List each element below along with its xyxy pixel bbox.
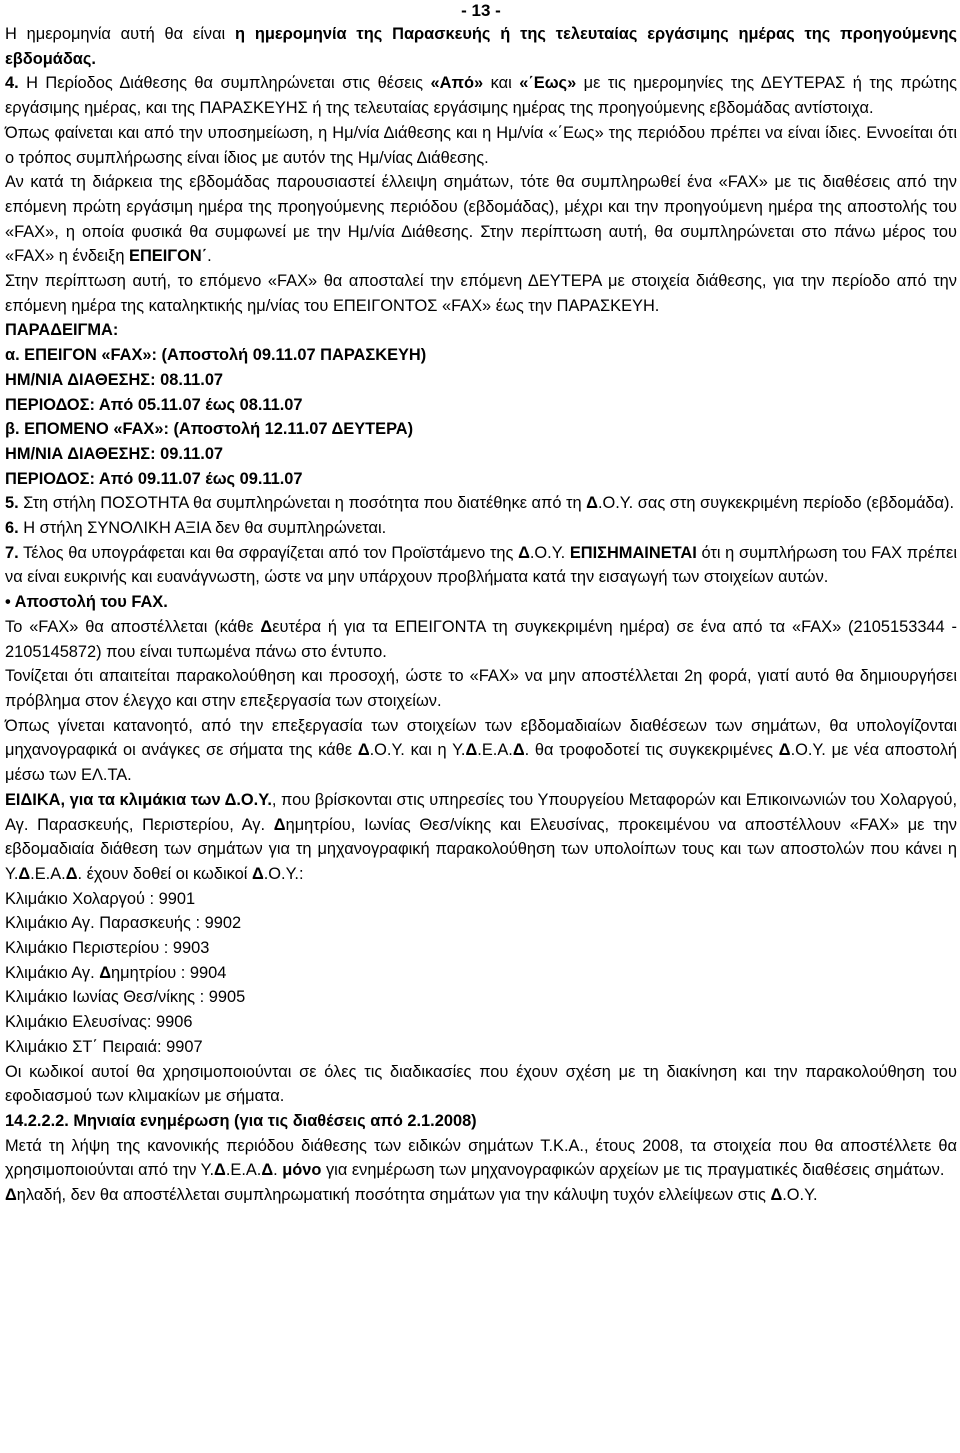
bold-text-run: ΗΜ/ΝΙΑ ΔΙΑΘΕΣΗΣ: 09.11.07 (5, 444, 224, 463)
text-run: . (273, 1161, 283, 1180)
paragraph (5, 417, 957, 442)
text-run: Όπως γίνεται κατανοητό, από την επεξεργασία των στοιχείων των εβδομαδιαίων διαθέσεων των σημάτων, θα υπολογίζονται μηχανογραφικά οι ανάγκες σε σήματα της κάθε (5, 716, 957, 760)
paragraph (5, 393, 957, 418)
bold-text-run: Δ (518, 543, 530, 562)
text-run: . θα τροφοδοτεί τις συγκεκριμένες (524, 741, 779, 760)
paragraph (5, 985, 957, 1010)
text-run: .Ο.Υ. με νέα αποστολή μέσω των ΕΛ.ΤΑ. (5, 741, 958, 785)
bold-text-run: ΗΜ/ΝΙΑ ΔΙΑΘΕΣΗΣ: 08.11.07 (5, 370, 224, 389)
text-run: Το «FAX» θα αποστέλλεται (κάθε (5, 617, 261, 636)
paragraph (5, 541, 957, 590)
bold-text-run: • Αποστολή του FAX. (5, 593, 168, 612)
bold-text-run: Δ (273, 815, 286, 834)
bold-text-run: Δ (260, 617, 273, 636)
paragraph (5, 22, 957, 71)
bold-text-run: ΠΑΡΑΔΕΙΓΜΑ: (5, 321, 119, 340)
text-run: Κλιμάκιο Χολαργού : 9901 (5, 889, 196, 908)
paragraph (5, 442, 957, 467)
text-run: Όπως φαίνεται και από την υποσημείωση, η Ημ/νία Διάθεσης και η Ημ/νία «΄Εως» της περιόδου πρέπει να είναι ίδιες. Εννοείται ότι ο τρόπος συμπλήρωσης είναι ίδιος με αυτόν της Ημ/νίας Διάθεσης. (5, 123, 957, 167)
paragraph (5, 1134, 957, 1183)
text-run: Στην περίπτωση αυτή, το επόμενο «FAX» θα αποσταλεί την επόμενη (5, 272, 528, 291)
text-run: με τις ημερομηνίες της ΔΕΥΤΕΡΑΣ ή της πρώτης εργάσιμης ημέρας, και της ΠΑΡΑΣΚΕΥΗΣ ή της τελευταίας εργάσιμης ημέρας της προηγούμενης εβδομάδας αντίστοιχα. (5, 74, 957, 118)
paragraph (5, 887, 957, 912)
bold-text-run: Δ (261, 1161, 274, 1180)
text-run: Αν κατά τη διάρκεια της εβδομάδας παρουσιαστεί έλλειψη σημάτων, τότε θα συμπληρωθεί ένα «FAX» με τις διαθέσεις από την επόμενη πρώτη εργάσιμη ημέρα της προηγούμενης περιόδου (εβδομάδας), μέχρι και την προηγούμενη ημέρα της αποστολής του «FAX», η οποία φυσικά θα συμφωνεί με την Ημ/νία Διάθεσης. Στην περίπτωση αυτή, θα συμπληρώνεται στο πάνω μέρος του «FAX» η ένδειξη (5, 173, 957, 266)
paragraph (5, 1060, 957, 1109)
text-run: Τέλος θα υπογράφεται και θα σφραγίζεται από τον Προϊστάμενο της (18, 543, 519, 562)
text-run: Στη στήλη ΠΟΣΟΤΗΤΑ θα συμπληρώνεται η ποσότητα που διατέθηκε από τη (18, 494, 587, 513)
bold-text-run: 7. (5, 543, 19, 562)
paragraph (5, 1183, 957, 1208)
text-run: ημητρίου, Ιωνίας Θεσ/νίκης και Ελευσίνας, προκειμένου να αποστέλλουν «FAX» με την εβδομαδιαία διάθεση των σημάτων για τη μηχανογραφική παρακολούθηση των υπολοίπων τους και των αποστολών που κάνει η Υ. (5, 815, 958, 883)
paragraph (5, 936, 957, 961)
bold-text-run: Δ (465, 741, 478, 760)
paragraph (5, 590, 957, 615)
paragraph (5, 71, 957, 120)
paragraph (5, 121, 957, 170)
bold-text-run: Δ (357, 741, 370, 760)
text-run: Κλιμάκιο Περιστερίου : 9903 (5, 939, 210, 958)
bold-text-run: ΕΙΔΙΚΑ, για τα κλιμάκια των Δ.Ο.Υ. (5, 790, 272, 809)
text-run: .Ε.Α. (225, 1161, 262, 1180)
bold-text-run: «Από» (430, 74, 484, 93)
text-run: Η στήλη ΣΥΝΟΛΙΚΗ ΑΞΙΑ δεν θα συμπληρώνεται. (18, 519, 387, 538)
bold-text-run: 6. (5, 519, 19, 538)
bold-text-run: Δ (18, 864, 31, 883)
paragraph (5, 615, 957, 664)
paragraph (5, 467, 957, 492)
text-run: Κλιμάκιο Ελευσίνας: 9906 (5, 1013, 193, 1032)
bold-text-run: Δ (778, 741, 791, 760)
paragraph (5, 911, 957, 936)
bold-text-run: 4. (5, 74, 19, 93)
document-body (5, 22, 957, 1208)
text-run: ηλαδή, δεν θα αποστέλλεται συμπληρωματική ποσότητα σημάτων για την κάλυψη τυχόν ελλείψεων στις (16, 1186, 771, 1205)
paragraph (5, 1109, 957, 1134)
bold-text-run: Δ (586, 494, 598, 513)
paragraph (5, 788, 957, 887)
paragraph (5, 491, 957, 516)
paragraph (5, 664, 957, 713)
paragraph (5, 1035, 957, 1060)
paragraph (5, 343, 957, 368)
paragraph (5, 368, 957, 393)
bold-text-run: ΠΕΡΙΟΔΟΣ: Από 09.11.07 έως 09.11.07 (5, 469, 303, 488)
bold-text-run: Δ (770, 1186, 783, 1205)
page-number: - 13 - (461, 1, 501, 20)
document-page (5, 0, 957, 1208)
paragraph (5, 1010, 957, 1035)
bold-text-run: Δ (512, 741, 525, 760)
text-run: .Ο.Υ. σας στη συγκεκριμένη περίοδο (εβδομάδα). (597, 494, 955, 513)
text-run: Κλιμάκιο Αγ. Παρασκευής : 9902 (5, 914, 242, 933)
text-run: . έχουν δοθεί οι κωδικοί (77, 864, 252, 883)
bold-text-run: α. ΕΠΕΙΓΟΝ «FAX»: (Αποστολή 09.11.07 ΠΑΡΑΣΚΕΥΗ) (5, 346, 427, 365)
bold-text-run: β. ΕΠΟΜΕΝΟ «FAX»: (Αποστολή 12.11.07 ΔΕΥΤΕΡΑ) (5, 420, 414, 439)
bold-text-run: Δ (99, 963, 112, 982)
text-run: Κλιμάκιο Ιωνίας Θεσ/νίκης : 9905 (5, 988, 246, 1007)
bold-text-run: Δ (65, 864, 78, 883)
bold-text-run: ΕΠΕΙΓΟΝ΄ (129, 247, 208, 266)
bold-text-run: ΠΕΡΙΟΔΟΣ: Από 05.11.07 έως 08.11.07 (5, 395, 303, 414)
text-run: για ενημέρωση των μηχανογραφικών αρχείων με τις πραγματικές διαθέσεις σημάτων. (321, 1161, 945, 1180)
text-run: Τονίζεται ότι απαιτείται παρακολούθηση και προσοχή, ώστε το «FAX» να μην αποστέλλεται 2η φορά, γιατί αυτό θα δημιουργήσει πρόβλημα στον έλεγχο και στην επεξεργασία των στοιχείων. (5, 667, 957, 710)
bold-text-run: Δ (5, 1186, 17, 1205)
text-run: .Ε.Α. (477, 741, 513, 760)
bold-text-run: 5. (5, 494, 19, 513)
bold-text-run: ΕΠΙΣΗΜΑΙΝΕΤΑΙ (569, 543, 697, 562)
text-run: ημητρίου : 9904 (111, 963, 227, 982)
text-run: Η ημερομηνία αυτή θα είναι (5, 25, 236, 43)
text-run: Κλιμάκιο Αγ. (5, 963, 100, 982)
bold-text-run: 14.2.2.2. Μηνιαία ενημέρωση (για τις διαθέσεις από 2.1.2008) (5, 1111, 477, 1130)
text-run: Οι κωδικοί αυτοί θα χρησιμοποιούνται σε όλες τις διαδικασίες που έχουν σχέση με τη διακίνηση και την παρακολούθηση του εφοδιασμού των κλιμακίων με σήματα. (5, 1062, 957, 1106)
bold-text-run: μόνο (282, 1161, 322, 1180)
text-run: Κλιμάκιο ΣΤ΄ Πειραιά: 9907 (5, 1037, 203, 1056)
text-run: ότι η συμπλήρωση του FAX πρέπει να είναι ευκρινής και ευανάγνωστη, ώστε να μην υπάρχουν προβλήματα κατά την εισαγωγή των στοιχείων αυτών. (5, 543, 957, 587)
paragraph (5, 714, 957, 788)
bold-text-run: η ημερομηνία της Παρασκευής ή της τελευταίας εργάσιμης ημέρας της προηγούμενης εβδομάδας. (5, 25, 957, 68)
text-run: ευτέρα ή για τα ΕΠΕΙΓΟΝΤΑ τη συγκεκριμένη ημέρα) σε ένα από τα «FAX» (2105153344 - 2105145872) που είναι τυπωμένα πάνω στο έντυπο. (5, 617, 957, 661)
paragraph (5, 961, 957, 986)
text-run: . (207, 247, 212, 266)
text-run: Η Περίοδος Διάθεσης θα συμπληρώνεται στις θέσεις (18, 74, 431, 93)
bold-text-run: «΄Εως» (519, 74, 577, 93)
paragraph (5, 269, 957, 318)
text-run: .Ο.Υ. και η Υ. (369, 741, 466, 760)
text-run: και (483, 74, 520, 93)
bold-text-run: Δ (251, 864, 264, 883)
text-run: , που βρίσκονται στις υπηρεσίες του Υπουργείου Μεταφορών και Επικοινωνιών του Χολαργού, Αγ. Παρασκευής, Περιστερίου, Αγ. (5, 790, 957, 834)
bold-text-run: Δ (214, 1161, 226, 1180)
text-run: Μετά τη λήψη της κανονικής περιόδου διάθεσης των ειδικών σημάτων Τ.Κ.Α., έτους 2008, τα στοιχεία που θα αποστέλλετε θα χρησιμοποιούνται από την Υ. (5, 1136, 957, 1180)
text-run: .Ε.Α. (30, 864, 66, 883)
text-run: .Ο.Υ. (529, 543, 570, 562)
text-run: ΔΕΥΤΕΡΑ με στοιχεία διάθεσης, για την περίοδο από την επόμενη ημέρα της καταληκτικής ημ/νίας του ΕΠΕΙΓΟΝΤΟΣ «FAX» έως την ΠΑΡΑΣΚΕΥΗ. (5, 272, 957, 315)
paragraph (5, 516, 957, 541)
paragraph (5, 318, 957, 343)
text-run: .Ο.Υ. (782, 1186, 818, 1205)
paragraph (5, 170, 957, 269)
text-run: .Ο.Υ.: (263, 864, 304, 883)
